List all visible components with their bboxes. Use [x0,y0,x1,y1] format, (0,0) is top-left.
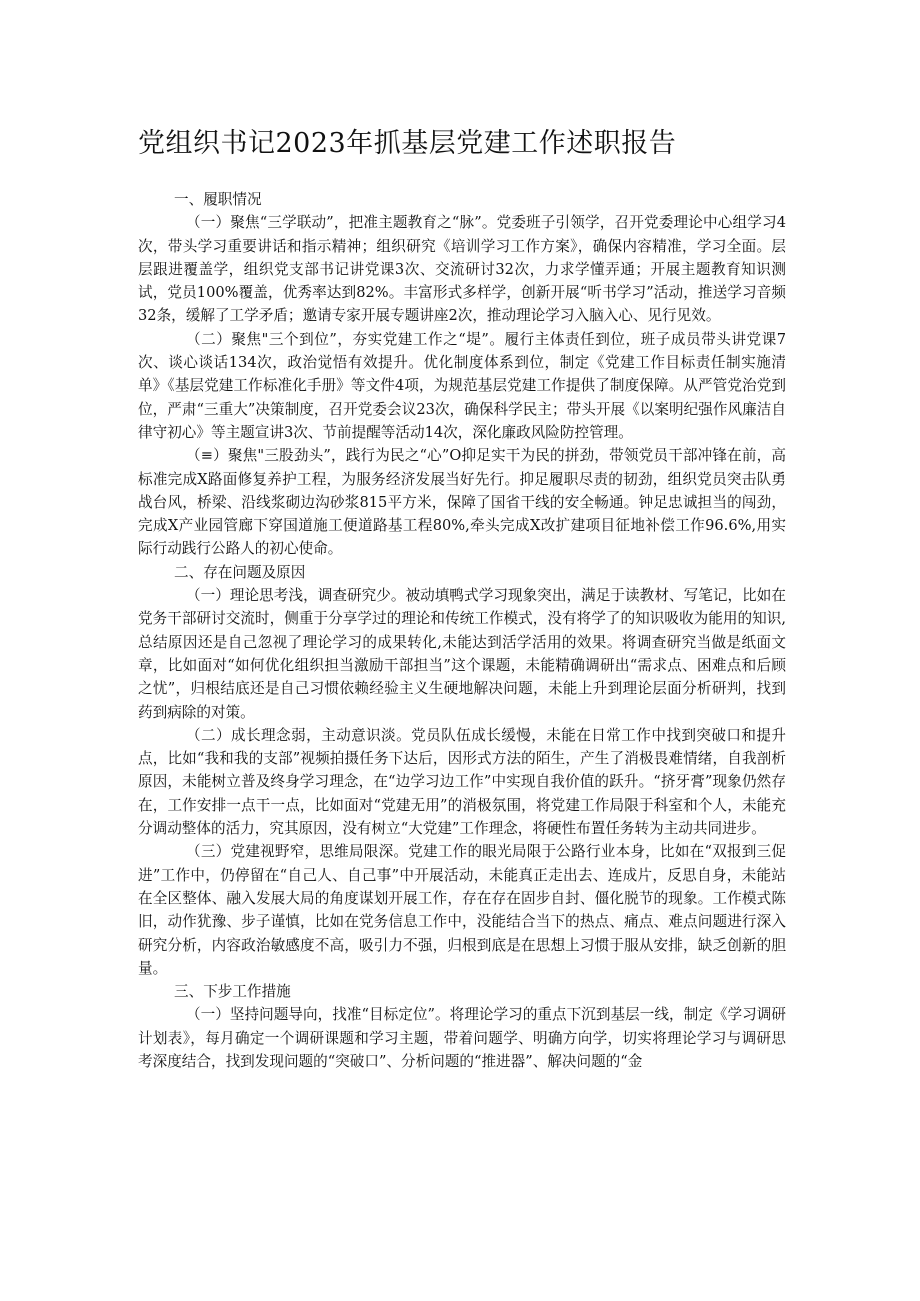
document-page [138,120,786,1073]
paragraph: （一）理论思考浅，调查研究少。被动填鸭式学习现象突出，满足于读教材、写笔记，比如在党务干部研讨交流时，侧重于分享学过的理论和传统工作模式，没有将学了的知识吸收为能用的知识,总结原因还是自己忽视了理论学习的成果转化,未能达到活学活用的效果。将调查研究当做是纸面文章，比如面对“如何优化组织担当激励干部担当”这个课题，未能精确调研出“需求点、困难点和后顾之忧”，归根结底还是自己习惯依赖经验主义生硬地解决问题，未能上升到理论层面分析研判，找到药到病除的对策。 [138,587,786,721]
paragraph: （二）成长理念弱，主动意识淡。党员队伍成长缓慢，未能在日常工作中找到突破口和提升点，比如“我和我的支部”视频拍摄任务下达后，因形式方法的陌生，产生了消极畏难情绪，自我剖析原因，未能树立普及终身学习理念，在“边学习边工作”中实现自我价值的跃升。“挤牙膏”现象仍然存在，工作安排一点干一点，比如面对“党建无用”的消极氛围，将党建工作局限于科室和个人，未能充分调动整体的活力，究其原因，没有树立“大党建”工作理念，将硬性布置任务转为主动共同进步。 [138,726,786,838]
section-heading: 二、存在问题及原因 [174,563,306,581]
section-heading: 三、下步工作措施 [174,983,291,1001]
paragraph: （一）聚焦“三学联动”，把准主题教育之“脉”。党委班子引领学，召开党委理论中心组学习4次，带头学习重要讲话和指示精神；组织研究《培训学习工作方案》，确保内容精准，学习全面。层层跟进覆盖学，组织党支部书记讲党课3次、交流研讨32次，力求学懂弄通；开展主题教育知识测试，党员100%覆盖，优秀率达到82%。丰富形式多样学，创新开展“听书学习”活动，推送学习音频32条，缓解了工学矛盾；邀请专家开展专题讲座2次，推动理论学习入脑入心、见行见效。 [138,214,786,325]
paragraph: （二）聚焦"三个到位”，夯实党建工作之“堤”。履行主体责任到位，班子成员带头讲党课7次、谈心谈话134次，政治觉悟有效提升。优化制度体系到位，制定《党建工作目标责任制实施清单》《基层党建工作标准化手册》等文件4项，为规范基层党建工作提供了制度保障。从严管党治党到位，严肃“三重大”决策制度，召开党委会议23次，确保科学民主；带头开展《以案明纪强作风廉洁自律守初心》等主题宣讲3次、节前提醒等活动14次，深化廉政风险防控管理。 [138,330,786,441]
section-next-steps [138,980,786,1073]
section-problems [138,561,786,980]
section-heading: 一、履职情况 [174,191,262,208]
paragraph: （一）坚持问题导向，找准“目标定位”。将理论学习的重点下沉到基层一线，制定《学习调研计划表》，每月确定一个调研课题和学习主题，带着问题学、明确方向学，切实将理论学习与调研思考深度结合，找到发现问题的“突破口”、分析问题的“推进器”、解决问题的“金 [138,1006,786,1070]
section-performance [138,188,786,561]
paragraph: （≡）聚焦"三股劲头”，践行为民之“心”O抑足实干为民的拼劲，带领党员干部冲锋在前，高标准完成X路面修复养护工程，为服务经济发展当好先行。抑足履职尽责的韧劲，组织党员突击队勇战台风，桥梁、沿线浆砌边沟砂浆815平方米，保障了国省干线的安全畅通。钟足忠诚担当的闯劲，完成X产业园管廊下穿国道施工便道路基工程80%,牵头完成X改扩建项目征地补偿工作96.6%,用实际行动践行公路人的初心使命。 [138,447,786,558]
paragraph: （三）党建视野窄，思维局限深。党建工作的眼光局限于公路行业本身，比如在“双报到三促进”工作中，仍停留在“自己人、自己事”中开展活动，未能真正走出去、连成片，反思自身，未能站在全区整体、融入发展大局的角度谋划开展工作，存在存在固步自封、僵化脱节的现象。工作模式陈旧，动作犹豫、步子谨慎，比如在党务信息工作中，没能结合当下的热点、痛点、难点问题进行深入研究分析，内容政治敏感度不高，吸引力不强，归根到底是在思想上习惯于服从安排，缺乏创新的胆量。 [138,843,786,977]
document-title: 党组织书记2023年抓基层党建工作述职报告 [138,128,677,159]
